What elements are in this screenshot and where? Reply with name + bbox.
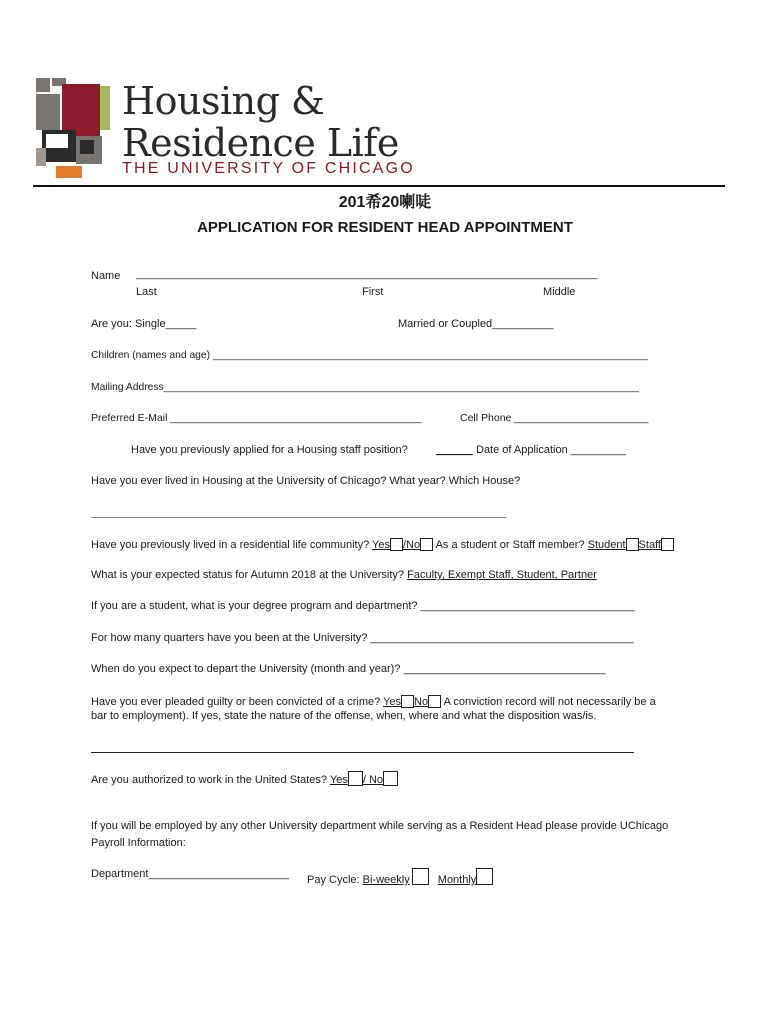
cell-phone-field[interactable]: Cell Phone _______________________ — [460, 412, 649, 424]
res-life-question: Have you previously lived in a residential life community? — [91, 539, 370, 551]
monthly-label: Monthly — [437, 874, 477, 886]
res-life-yes-checkbox[interactable] — [390, 538, 403, 551]
res-life-yes-label: Yes — [372, 539, 390, 551]
name-middle-label: Middle — [543, 286, 576, 298]
crime-note: A conviction record will not necessarily be a — [443, 696, 656, 708]
academic-year: 201希20喇唗 — [338, 194, 432, 211]
logo-text-residence-life: Residence Life — [122, 121, 399, 165]
pay-cycle-row — [307, 868, 493, 887]
lived-housing-question: Have you ever lived in Housing at the University of Chicago? What year? Which House? — [91, 475, 521, 487]
auth-row — [91, 771, 398, 787]
married-field[interactable]: Married or Coupled__________ — [398, 318, 554, 330]
housing-logo-icon — [36, 78, 110, 178]
crime-question: Have you ever pleaded guilty or been convicted of a crime? — [91, 696, 381, 708]
res-life-staff-checkbox[interactable] — [661, 538, 674, 551]
name-label: Name — [91, 270, 121, 282]
children-field[interactable]: Children (names and age) ____________________________________________________________________________ — [91, 350, 649, 361]
biweekly-label: Bi-weekly — [362, 874, 410, 886]
name-first-label: First — [362, 286, 384, 298]
res-life-no-label: /No — [403, 539, 421, 551]
lived-housing-field[interactable]: ____________________________________________________________________________________________ — [91, 508, 507, 518]
quarters-field[interactable]: For how many quarters have you been at the University? ___________________________________________ — [91, 632, 634, 644]
single-field[interactable]: Are you: Single_____ — [91, 318, 197, 330]
name-field[interactable]: ______________________________________________________________________________________ — [136, 269, 598, 280]
date-of-application-field[interactable]: Date of Application _________ — [476, 444, 626, 456]
crime-no-label: No — [414, 696, 429, 708]
email-field[interactable]: Preferred E-Mail ___________________________________________ — [91, 412, 422, 424]
monthly-checkbox[interactable] — [476, 868, 493, 885]
auth-yes-checkbox[interactable] — [348, 771, 363, 786]
res-life-row — [91, 538, 674, 552]
employed-question-line2: Payroll Information: — [91, 837, 186, 849]
prev-applied-question: Have you previously applied for a Housing staff position? — [131, 444, 408, 456]
res-life-as-question: As a student or Staff member? — [435, 539, 585, 551]
name-last-label: Last — [136, 286, 157, 298]
page-title: APPLICATION FOR RESIDENT HEAD APPOINTMENT — [197, 219, 573, 236]
res-life-student-label: Student — [587, 539, 626, 551]
auth-yes-label: Yes — [329, 774, 348, 786]
auth-question: Are you authorized to work in the United States? — [91, 774, 328, 786]
crime-explanation-field[interactable] — [91, 752, 634, 753]
crime-yes-checkbox[interactable] — [401, 695, 414, 708]
employed-question: If you will be employed by any other University department while serving as a Resident Head please provide UChicago — [91, 820, 669, 832]
crime-yes-label: Yes — [383, 696, 402, 708]
mailing-address-field[interactable]: Mailing Address___________________________________________________________________________________ — [91, 382, 639, 393]
auth-no-label: / No — [362, 774, 384, 786]
header-rule — [33, 185, 725, 187]
pay-cycle-label: Pay Cycle: — [307, 874, 360, 886]
res-life-no-checkbox[interactable] — [420, 538, 433, 551]
degree-field[interactable]: If you are a student, what is your degree program and department? ___________________________________ — [91, 600, 635, 612]
status-options[interactable]: Faculty, Exempt Staff, Student, Partner — [407, 569, 597, 581]
res-life-student-checkbox[interactable] — [626, 538, 639, 551]
depart-field[interactable]: When do you expect to depart the University (month and year)? _________________________________ — [91, 663, 606, 675]
status-question: What is your expected status for Autumn 2018 at the University? — [91, 569, 405, 581]
biweekly-checkbox[interactable] — [412, 868, 429, 885]
crime-no-checkbox[interactable] — [428, 695, 441, 708]
logo-text-housing: Housing & — [122, 79, 325, 123]
department-field[interactable]: Department_______________________ — [91, 868, 290, 880]
logo-text-university: THE UNIVERSITY OF CHICAGO — [122, 160, 415, 177]
crime-row — [91, 695, 656, 709]
prev-applied-field[interactable]: ______ — [436, 444, 473, 456]
res-life-staff-label: Staff — [638, 539, 661, 551]
crime-note-line2: bar to employment). If yes, state the nature of the offense, when, where and what the disposition was/is. — [91, 710, 597, 722]
auth-no-checkbox[interactable] — [383, 771, 398, 786]
status-row — [91, 569, 597, 582]
